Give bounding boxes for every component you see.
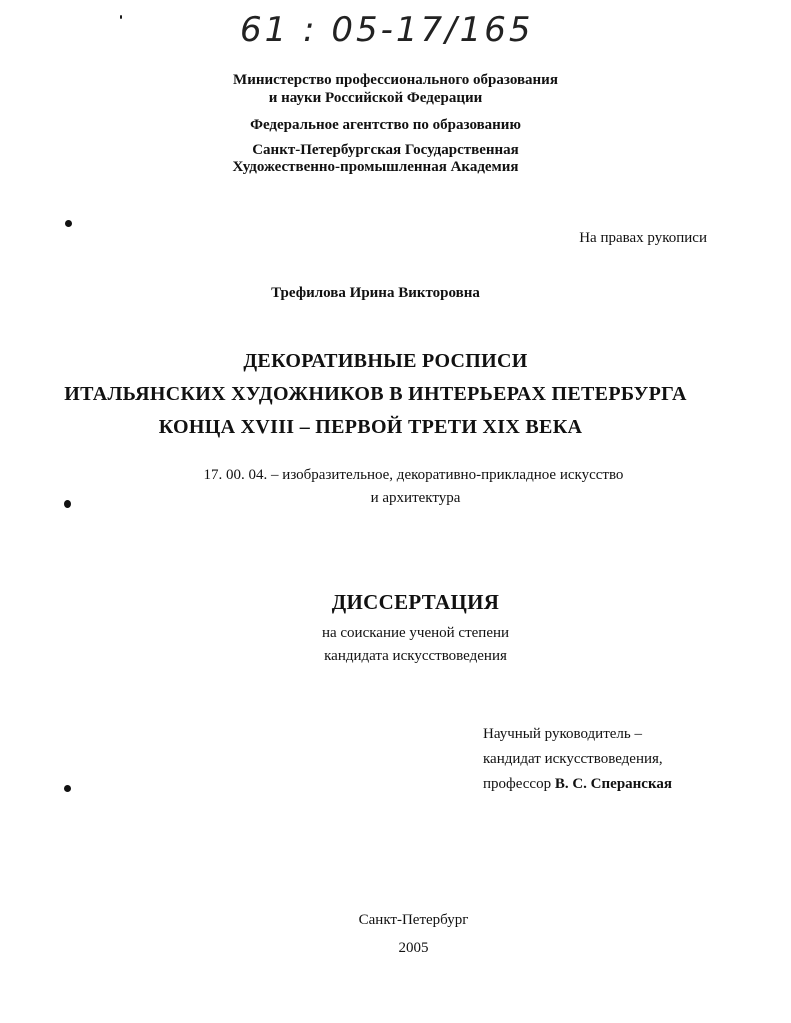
title-line-1: ДЕКОРАТИВНЫЕ РОСПИСИ [243,350,528,372]
agency-name: Федеральное агентство по образованию [250,117,521,133]
dissertation-heading: ДИССЕРТАЦИЯ [331,590,500,614]
manuscript-rights-note: На правах рукописи [579,230,707,246]
title-line-3: КОНЦА XVIII – ПЕРВОЙ ТРЕТИ XIX ВЕКА [158,416,583,438]
specialty-line-1: 17. 00. 04. – изобразительное, декоративно-прикладное искусство [203,467,624,483]
dissertation-degree-line-1: на соискание ученой степени [321,625,510,641]
scan-speck [120,15,122,19]
title-line-2: ИТАЛЬЯНСКИХ ХУДОЖНИКОВ В ИНТЕРЬЕРАХ ПЕТЕРБУРГА [64,383,687,405]
academy-line-1: Санкт-Петербургская Государственная [252,142,519,158]
ministry-line-1: Министерство профессионального образования [233,72,558,88]
author-name: Трефилова Ирина Викторовна [271,285,480,301]
ministry-line-2: и науки Российской Федерации [268,90,483,106]
supervisor-label: Научный руководитель – [483,726,642,742]
year: 2005 [398,940,429,956]
binding-hole-mark [64,785,71,792]
supervisor-degree: кандидат искусствоведения, [483,751,663,767]
dissertation-degree-line-2: кандидата искусствоведения [324,648,507,664]
academy-line-2: Художественно-промышленная Академия [232,159,519,175]
binding-hole-mark [65,220,72,227]
supervisor-title: профессор [483,776,555,792]
supervisor-name-line [483,776,672,793]
specialty-line-2: и архитектура [370,490,461,506]
supervisor-name: В. С. Сперанская [554,776,672,792]
city: Санкт-Петербург [358,912,469,928]
handwritten-archive-number: 61 : 05-17/165 [240,10,534,50]
